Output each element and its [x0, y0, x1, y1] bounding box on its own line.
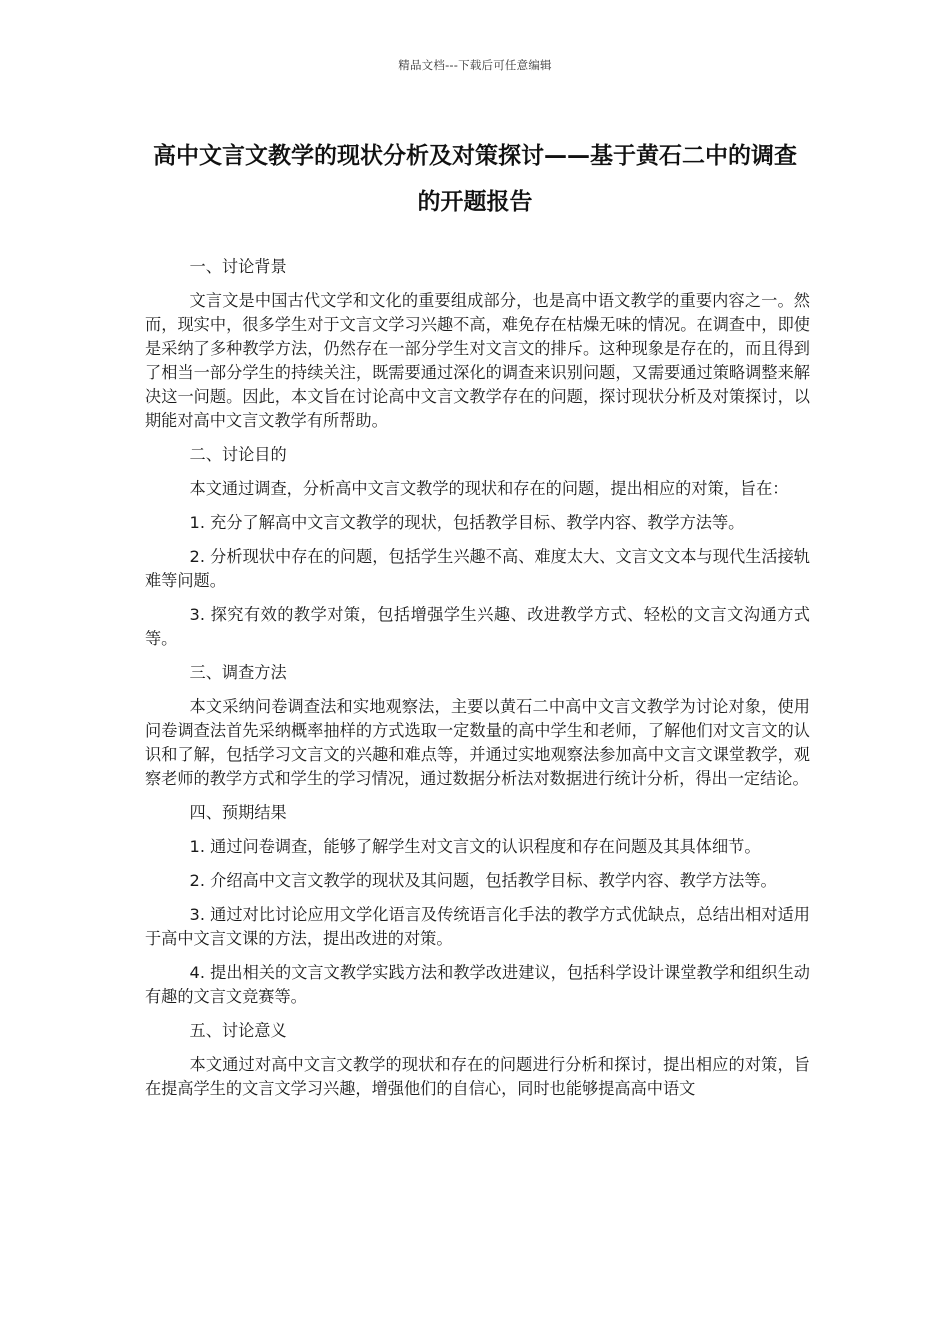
- document-title: 高中文言文教学的现状分析及对策探讨——基于黄石二中的调查的开题报告: [153, 143, 797, 215]
- document-body: [145, 255, 810, 1111]
- section-background: [145, 255, 810, 433]
- section-purpose: [145, 443, 810, 651]
- list-item: 3. 通过对比讨论应用文学化语言及传统语言化手法的教学方式优缺点，总结出相对适用于高中文言文课的方法，提出改进的对策。: [145, 905, 810, 948]
- paragraph: 本文采纳问卷调查法和实地观察法，主要以黄石二中高中文言文教学为讨论对象，使用问卷调查法首先采纳概率抽样的方式选取一定数量的高中学生和老师，了解他们对文言文的认识和了解，包括学习文言文的兴趣和难点等，并通过实地观察法参加高中文言文课堂教学，观察老师的教学方式和学生的学习情况，通过数据分析法对数据进行统计分析，得出一定结论。: [145, 697, 810, 788]
- section-heading: 三、调查方法: [189, 663, 287, 682]
- list-item: 2. 分析现状中存在的问题，包括学生兴趣不高、难度太大、文言文文本与现代生活接轨难等问题。: [145, 547, 810, 590]
- paragraph: 本文通过调查，分析高中文言文教学的现状和存在的问题，提出相应的对策，旨在：: [189, 479, 789, 498]
- list-item: 1. 充分了解高中文言文教学的现状，包括教学目标、教学内容、教学方法等。: [189, 513, 745, 532]
- list-item: 1. 通过问卷调查，能够了解学生对文言文的认识程度和存在问题及其具体细节。: [189, 837, 761, 856]
- list-item: 3. 探究有效的教学对策，包括增强学生兴趣、改进教学方式、轻松的文言文沟通方式等。: [145, 605, 810, 648]
- section-heading: 二、讨论目的: [189, 445, 287, 464]
- section-heading: 五、讨论意义: [189, 1021, 287, 1040]
- section-method: [145, 661, 810, 791]
- section-significance: [145, 1019, 810, 1101]
- paragraph: 本文通过对高中文言文教学的现状和存在的问题进行分析和探讨，提出相应的对策，旨在提高学生的文言文学习兴趣，增强他们的自信心，同时也能够提高高中语文: [145, 1055, 810, 1098]
- list-item: 2. 介绍高中文言文教学的现状及其问题，包括教学目标、教学内容、教学方法等。: [189, 871, 777, 890]
- section-expected-results: [145, 801, 810, 1009]
- section-heading: 一、讨论背景: [189, 257, 287, 276]
- page-header: 精品文档---下载后可任意编辑: [398, 58, 552, 72]
- section-heading: 四、预期结果: [189, 803, 287, 822]
- paragraph: 文言文是中国古代文学和文化的重要组成部分，也是高中语文教学的重要内容之一。然而，现实中，很多学生对于文言文学习兴趣不高，难免存在枯燥无味的情况。在调查中，即使是采纳了多种教学方法，仍然存在一部分学生对文言文的排斥。这种现象是存在的，而且得到了相当一部分学生的持续关注，既需要通过深化的调查来识别问题，又需要通过策略调整来解决这一问题。因此，本文旨在讨论高中文言文教学存在的问题，探讨现状分析及对策探讨，以期能对高中文言文教学有所帮助。: [145, 291, 810, 430]
- list-item: 4. 提出相关的文言文教学实践方法和教学改进建议，包括科学设计课堂教学和组织生动有趣的文言文竞赛等。: [145, 963, 810, 1006]
